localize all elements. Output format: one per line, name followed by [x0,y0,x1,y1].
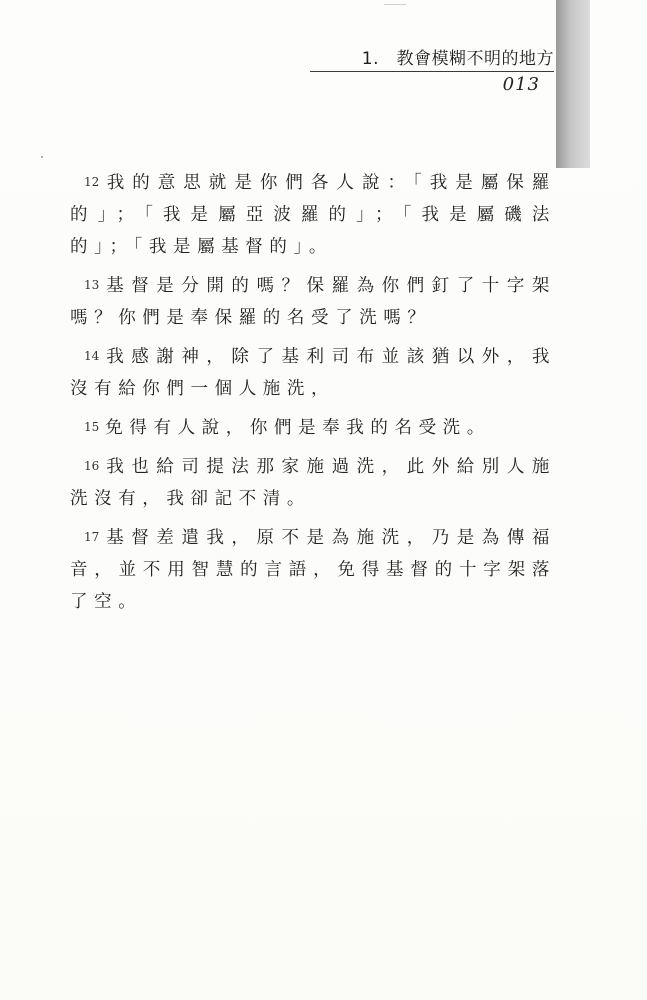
verse-text: 基督是分開的嗎？保羅為你們釘了十字架嗎？你們是奉保羅的名受了洗嗎？ [70,276,556,328]
verse-text: 基督差遣我，原不是為施洗，乃是為傳福音，並不用智慧的言語，免得基督的十字架落了空。 [70,528,556,612]
verse-17 [70,521,556,624]
verse-text: 我感謝神，除了基利司布並該猶以外，我沒有給你們一個人施洗， [70,347,556,399]
verse-number: 12 [84,175,100,189]
chapter-thumb-tab [556,0,590,168]
verse-text: 我也給司提法那家施過洗，此外給別人施洗沒有，我卻記不清。 [70,457,556,509]
verse-14 [70,340,556,411]
verse-12 [70,166,556,269]
verse-13 [70,269,556,340]
verse-15 [70,411,556,450]
header-rule [310,71,554,72]
verse-number: 17 [84,530,100,544]
chapter-header-title: 1. 教會模糊不明的地方 [361,49,554,69]
verse-text: 免得有人說，你們是奉我的名受洗。 [105,418,491,438]
margin-speck [41,156,43,158]
page-number: 013 [502,74,540,95]
verse-number: 16 [84,459,100,473]
verse-text: 我的意思就是你們各人說：「我是屬保羅的」；「我是屬亞波羅的」；「我是屬磯法的」；「我是屬基督的」。 [70,173,556,257]
verse-number: 15 [84,420,100,434]
verse-16 [70,450,556,521]
verse-number: 13 [84,278,100,292]
scripture-body [70,166,556,624]
scan-speck [384,4,406,5]
verse-number: 14 [84,349,100,363]
